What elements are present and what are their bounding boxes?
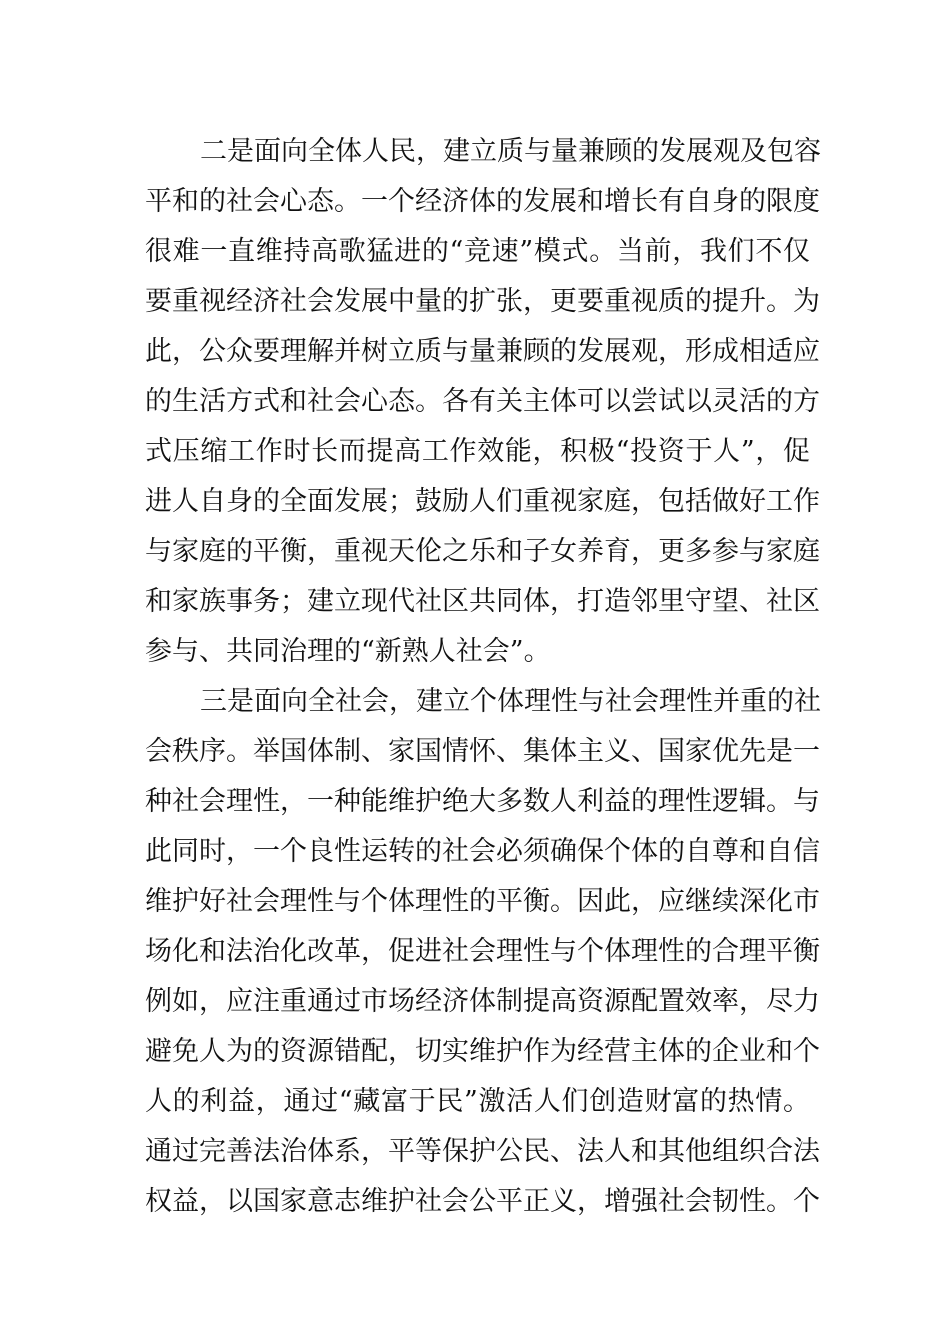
paragraph-3-line-3: 种社会理性，一种能维护绝大多数人利益的理性逻辑。与 [145, 786, 820, 817]
paragraph-2-line-3: 很难一直维持高歌猛进的“竞速”模式。当前，我们不仅 [145, 236, 810, 267]
paragraph-2-line-4: 要重视经济社会发展中量的扩张，更要重视质的提升。为 [145, 286, 820, 317]
paragraph-2-line-9: 与家庭的平衡，重视天伦之乐和子女养育，更多参与家庭 [145, 536, 820, 567]
paragraph-3-line-11: 权益，以国家意志维护社会公平正义，增强社会韧性。个 [145, 1186, 820, 1217]
paragraph-2-line-10: 和家族事务；建立现代社区共同体，打造邻里守望、社区 [145, 586, 820, 617]
paragraph-2-line-11: 参与、共同治理的“新熟人社会”。 [145, 636, 551, 667]
paragraph-2-line-7: 式压缩工作时长而提高工作效能，积极“投资于人”，促 [145, 436, 810, 467]
paragraph-2-line-6: 的生活方式和社会心态。各有关主体可以尝试以灵活的方 [145, 386, 820, 417]
paragraph-3-line-7: 例如，应注重通过市场经济体制提高资源配置效率，尽力 [145, 986, 820, 1017]
paragraph-3-line-1: 三是面向全社会，建立个体理性与社会理性并重的社 [200, 686, 821, 717]
paragraph-3-line-9: 人的利益，通过“藏富于民”激活人们创造财富的热情。 [145, 1086, 810, 1117]
body-text [145, 127, 821, 1227]
paragraph-3-line-4: 此同时，一个良性运转的社会必须确保个体的自尊和自信 [145, 836, 820, 867]
paragraph-2-line-2: 平和的社会心态。一个经济体的发展和增长有自身的限度 [145, 186, 820, 217]
paragraph-3-line-5: 维护好社会理性与个体理性的平衡。因此，应继续深化市 [145, 886, 820, 917]
paragraph-3-line-10: 通过完善法治体系，平等保护公民、法人和其他组织合法 [145, 1136, 820, 1167]
paragraph-2-line-1: 二是面向全体人民，建立质与量兼顾的发展观及包容 [200, 136, 821, 167]
paragraph-2-line-8: 进人自身的全面发展；鼓励人们重视家庭，包括做好工作 [145, 486, 820, 517]
paragraph-3-line-2: 会秩序。举国体制、家国情怀、集体主义、国家优先是一 [145, 736, 820, 767]
paragraph-3-line-6: 场化和法治化改革，促进社会理性与个体理性的合理平衡 [145, 936, 820, 967]
paragraph-2-line-5: 此，公众要理解并树立质与量兼顾的发展观，形成相适应 [145, 336, 820, 367]
paragraph-3-line-8: 避免人为的资源错配，切实维护作为经营主体的企业和个 [145, 1036, 820, 1067]
